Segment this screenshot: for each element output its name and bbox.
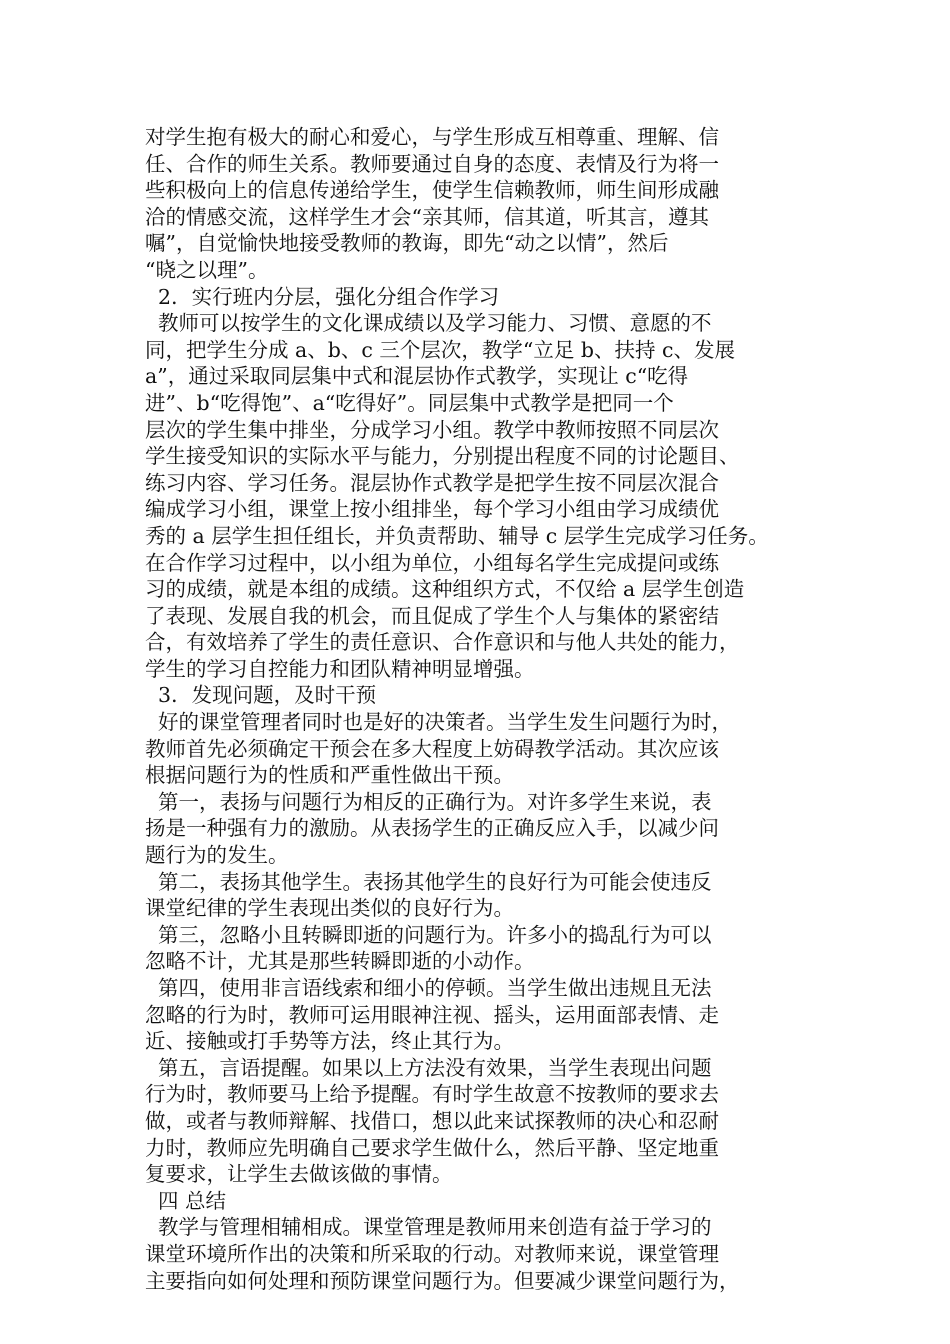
text-line: 任、合作的师生关系。教师要通过自身的态度、表情及行为将一 <box>145 151 719 176</box>
text-line: 教师首先必须确定干预会在多大程度上妨碍教学活动。其次应该 <box>145 736 719 761</box>
text-line: 课堂环境所作出的决策和所采取的行动。对教师来说，课堂管理 <box>145 1241 719 1266</box>
text-line: 忽略的行为时，教师可运用眼神注视、摇头，运用面部表情、走 <box>145 1002 719 1027</box>
text-line: 忽略不计，尤其是那些转瞬即逝的小动作。 <box>145 949 535 974</box>
text-line: 层次的学生集中排坐，分成学习小组。教学中教师按照不同层次 <box>145 417 719 442</box>
text-line: 教学与管理相辅相成。课堂管理是教师用来创造有益于学习的 <box>145 1215 712 1240</box>
text-line: 秀的 a 层学生担任组长，并负责帮助、辅导 c 层学生完成学习任务。 <box>145 523 769 548</box>
text-line: 近、接触或打手势等方法，终止其行为。 <box>145 1029 514 1054</box>
text-line: 题行为的发生。 <box>145 843 289 868</box>
text-line: 行为时，教师要马上给予提醒。有时学生故意不按教师的要求去 <box>145 1082 719 1107</box>
text-line: a”，通过采取同层集中式和混层协作式教学，实现让 c“吃得 <box>145 364 689 389</box>
text-line: 了表现、发展自我的机会，而且促成了学生个人与集体的紧密结 <box>145 603 719 628</box>
text-line: 第五，言语提醒。如果以上方法没有效果，当学生表现出问题 <box>145 1055 712 1080</box>
text-line: 合，有效培养了学生的责任意识、合作意识和与他人共处的能力， <box>145 630 740 655</box>
text-line: 学生接受知识的实际水平与能力，分别提出程度不同的讨论题目、 <box>145 444 740 469</box>
text-line: 编成学习小组，课堂上按小组排坐，每个学习小组由学习成绩优 <box>145 497 719 522</box>
section-heading: 2．实行班内分层，强化分组合作学习 <box>145 284 500 309</box>
text-line: 些积极向上的信息传递给学生，使学生信赖教师，师生间形成融 <box>145 178 719 203</box>
text-line: 第一，表扬与问题行为相反的正确行为。对许多学生来说，表 <box>145 789 712 814</box>
document-body <box>145 124 805 1294</box>
text-line: 力时，教师应先明确自己要求学生做什么，然后平静、坚定地重 <box>145 1135 719 1160</box>
text-line: 对学生抱有极大的耐心和爱心，与学生形成互相尊重、理解、信 <box>145 125 719 149</box>
text-line: 洽的情感交流，这样学生才会“亲其师，信其道，听其言，遵其 <box>145 204 709 229</box>
text-line: 主要指向如何处理和预防课堂问题行为。但要减少课堂问题行为， <box>145 1268 740 1293</box>
section-heading: 3．发现问题，及时干预 <box>145 683 377 708</box>
text-line: “晓之以理”。 <box>145 257 269 282</box>
text-line: 嘱”，自觉愉快地接受教师的教诲，即先“动之以情”，然后 <box>145 231 669 256</box>
text-line: 在合作学习过程中，以小组为单位，小组每名学生完成提问或练 <box>145 550 719 575</box>
text-line: 好的课堂管理者同时也是好的决策者。当学生发生问题行为时， <box>145 710 733 735</box>
text-line: 做，或者与教师辩解、找借口，想以此来试探教师的决心和忍耐 <box>145 1108 719 1133</box>
text-line: 习的成绩，就是本组的成绩。这种组织方式，不仅给 a 层学生创造 <box>145 577 745 602</box>
text-line: 同，把学生分成 a、b、c 三个层次，教学“立足 b、扶持 c、发展 <box>145 337 735 362</box>
text-line: 第三，忽略小且转瞬即逝的问题行为。许多小的捣乱行为可以 <box>145 922 712 947</box>
text-line: 根据问题行为的性质和严重性做出干预。 <box>145 763 514 788</box>
text-line: 第二，表扬其他学生。表扬其他学生的良好行为可能会使违反 <box>145 869 712 894</box>
text-line: 练习内容、学习任务。混层协作式教学是把学生按不同层次混合 <box>145 470 719 495</box>
section-heading: 四 总结 <box>145 1188 227 1213</box>
text-line: 第四，使用非言语线索和细小的停顿。当学生做出违规且无法 <box>145 976 712 1000</box>
text-line: 复要求，让学生去做该做的事情。 <box>145 1162 453 1187</box>
text-line: 进”、b“吃得饱”、a“吃得好”。同层集中式教学是把同一个 <box>145 390 674 415</box>
text-line: 教师可以按学生的文化课成绩以及学习能力、习惯、意愿的不 <box>145 311 712 336</box>
text-line: 学生的学习自控能力和团队精神明显增强。 <box>145 656 535 681</box>
text-line: 课堂纪律的学生表现出类似的良好行为。 <box>145 896 514 921</box>
text-line: 扬是一种强有力的激励。从表扬学生的正确反应入手，以减少问 <box>145 816 719 841</box>
